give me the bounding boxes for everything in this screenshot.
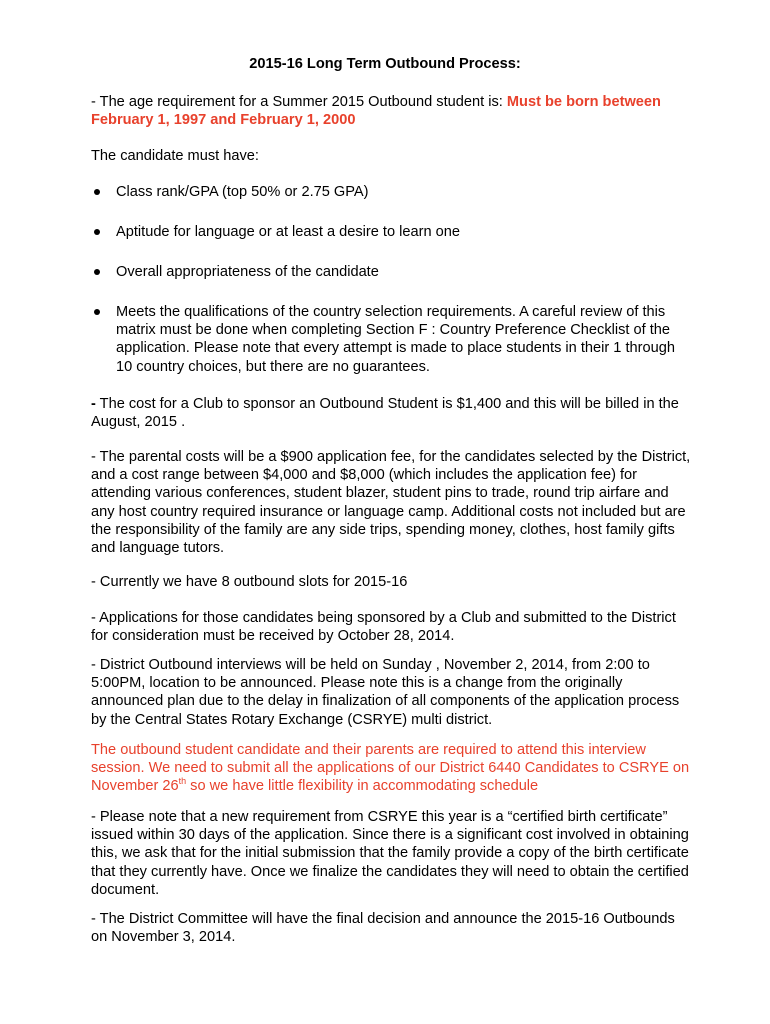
club-cost-paragraph (91, 395, 691, 431)
list-item: Meets the qualifications of the country selection requirements. A careful review of this matrix must be done when completing Section F : Country Preference Checklist of the application. Please note that every attempt is made to place students in their 1 through 10 country choices, but there are no guarantees. (91, 303, 691, 376)
bullet-icon (94, 269, 100, 275)
list-item: Class rank/GPA (top 50% or 2.75 GPA) (91, 183, 691, 201)
final-decision-paragraph: - The District Committee will have the final decision and announce the 2015-16 Outbounds on November 3, 2014. (91, 911, 675, 946)
birth-date-range: Must be born between February 1, 1997 and February 1, 2000 (91, 94, 661, 129)
parental-costs-paragraph: - The parental costs will be a $900 application fee, for the candidates selected by the District, and a cost range between $4,000 and $8,000 (which includes the application fee) for attending various conferences, student blazer, student pins to trade, round trip airfare and any host country required insurance or language camp. Additional costs not included but are the responsibility of the family are any side trips, spending money, clothes, host family gifts and language tutors. (91, 449, 691, 557)
bullet-icon (94, 189, 100, 195)
age-requirement-paragraph (91, 93, 691, 129)
attendance-notice: The outbound student candidate and their parents are required to attend this interview session. We need to submit all the applications of our District 6440 Candidates to CSRYE on November 26th so we have little flexibility in accommodating schedule (91, 742, 690, 795)
bullet-icon (94, 309, 100, 315)
interviews-paragraph: - District Outbound interviews will be held on Sunday , November 2, 2014, from 2:00 to 5:00PM, location to be announced. Please note this is a change from the originally announced plan due to the delay in finalization of all components of the application process by the Central States Rotary Exchange (CSRYE) multi district. (91, 657, 680, 728)
page-title: 2015-16 Long Term Outbound Process: (249, 56, 521, 72)
candidate-intro: The candidate must have: (91, 148, 259, 164)
slots-paragraph: - Currently we have 8 outbound slots for 2015-16 (91, 574, 408, 590)
list-item: Aptitude for language or at least a desire to learn one (91, 223, 691, 241)
list-item: Overall appropriateness of the candidate (91, 263, 691, 281)
club-cost-text: The cost for a Club to sponsor an Outbound Student is $1,400 and this will be billed in the August, 2015 . (91, 396, 679, 431)
birth-certificate-paragraph: - Please note that a new requirement from CSRYE this year is a “certified birth certificate” issued within 30 days of the application. Since there is a significant cost involved in obtaining this, we ask that for the initial submission that the family provide a copy of the birth certificate that they currently have. Once we finalize the candidates they will need to obtain the certified document. (91, 809, 689, 898)
applications-paragraph: - Applications for those candidates being sponsored by a Club and submitted to the District for consideration must be received by October 28, 2014. (91, 610, 676, 645)
age-requirement-text: - The age requirement for a Summer 2015 Outbound student is: (91, 94, 507, 110)
bullet-icon (94, 229, 100, 235)
club-cost-dash: - (91, 396, 96, 412)
